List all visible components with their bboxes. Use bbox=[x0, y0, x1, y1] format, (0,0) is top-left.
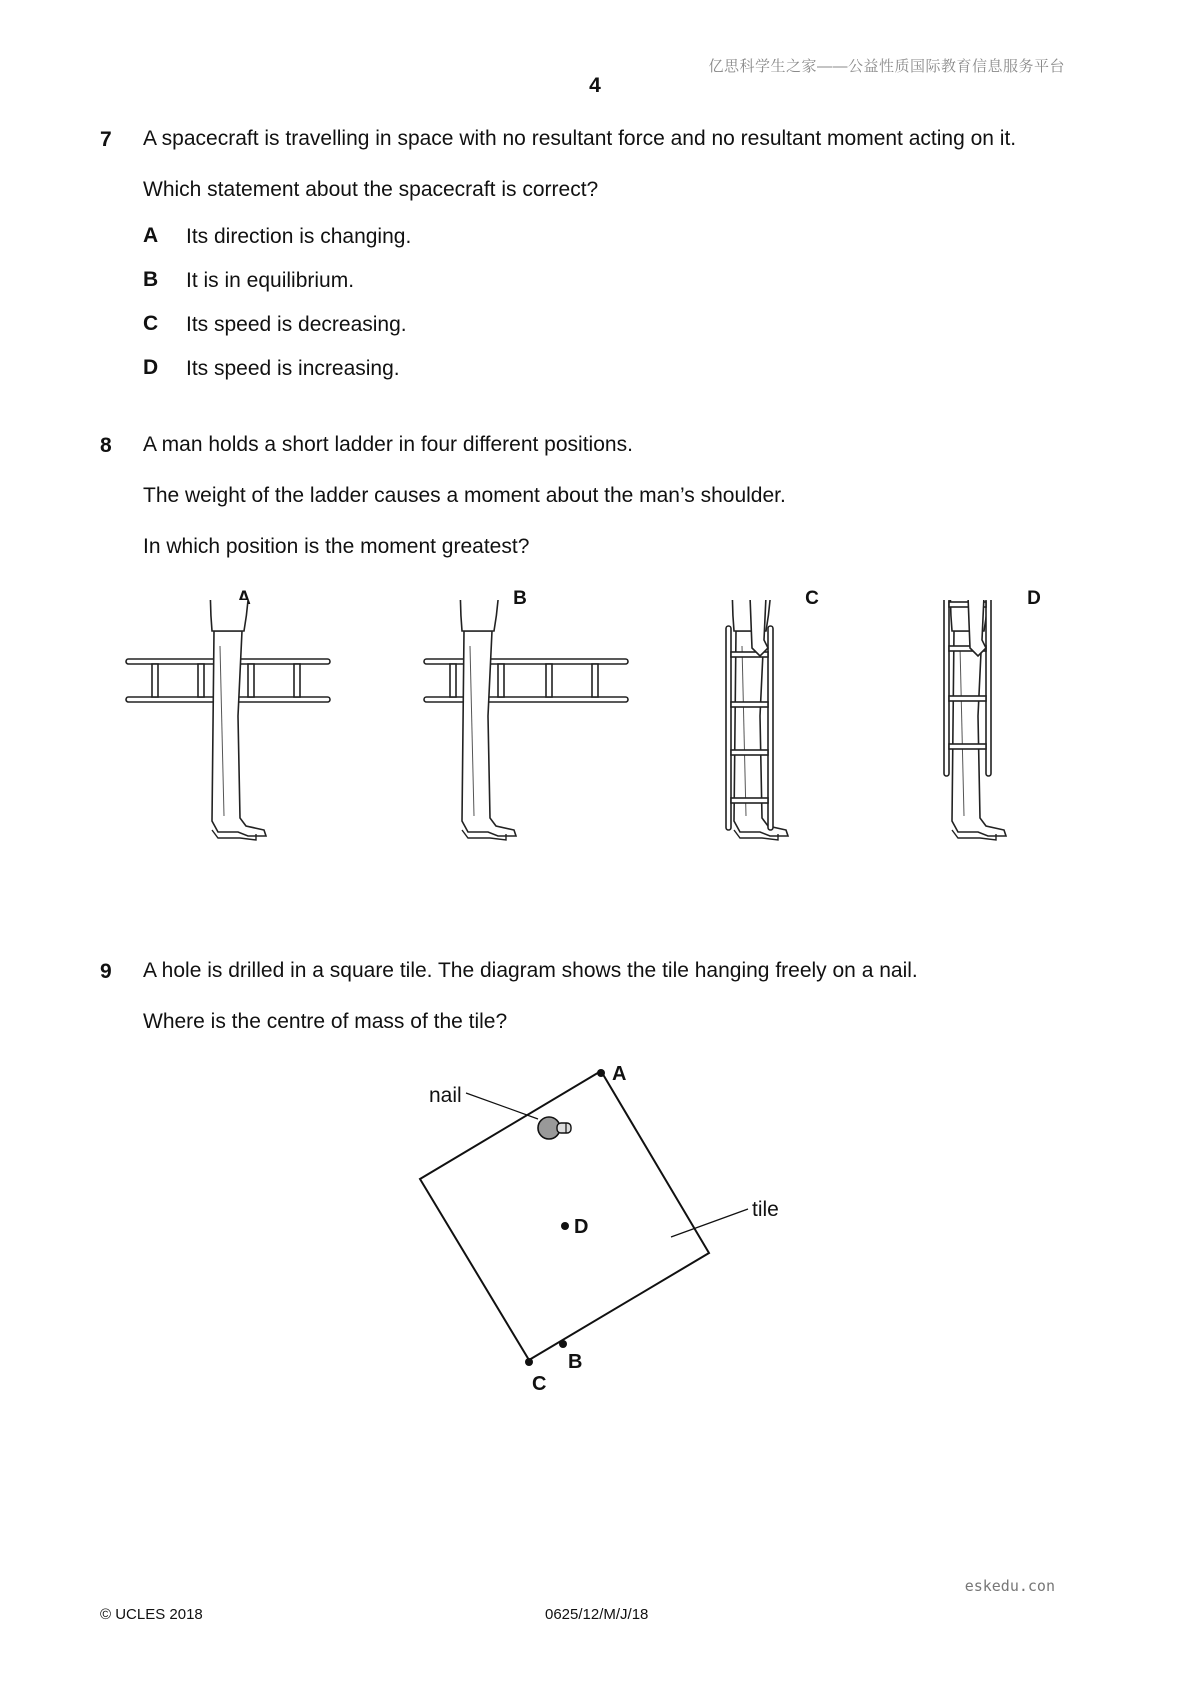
question-stem: A man holds a short ladder in four different positions. bbox=[143, 433, 633, 456]
question-prompt: Where is the centre of mass of the tile? bbox=[143, 1010, 508, 1033]
copyright: © UCLES 2018 bbox=[100, 1606, 203, 1623]
option-text: Its speed is decreasing. bbox=[186, 313, 407, 336]
page-number: 4 bbox=[589, 74, 601, 97]
figure-label: B bbox=[513, 588, 527, 609]
point-b-dot bbox=[559, 1340, 567, 1348]
point-c-dot bbox=[525, 1358, 533, 1366]
label-point-b: B bbox=[568, 1351, 583, 1373]
tile-outline bbox=[420, 1071, 709, 1360]
label-point-d: D bbox=[574, 1216, 589, 1238]
label-point-c: C bbox=[532, 1373, 547, 1395]
label-tile: tile bbox=[752, 1198, 779, 1221]
site-watermark: eskedu.con bbox=[964, 1577, 1055, 1595]
option-text: It is in equilibrium. bbox=[186, 269, 355, 292]
point-a-dot bbox=[597, 1069, 605, 1077]
option-letter: A bbox=[143, 224, 159, 247]
question-prompt: In which position is the moment greatest? bbox=[143, 535, 530, 558]
label-point-a: A bbox=[612, 1063, 627, 1085]
figure-label: D bbox=[1027, 588, 1041, 609]
point-d-dot bbox=[561, 1222, 569, 1230]
watermark-text: 亿思科学生之家——公益性质国际教育信息服务平台 bbox=[708, 58, 1065, 75]
question-stem: A hole is drilled in a square tile. The diagram shows the tile hanging freely on a nail. bbox=[143, 959, 918, 982]
paper-code: 0625/12/M/J/18 bbox=[545, 1606, 649, 1623]
figure-label: C bbox=[805, 588, 819, 609]
option-letter: B bbox=[143, 268, 159, 291]
option-letter: C bbox=[143, 312, 159, 335]
question-number: 9 bbox=[100, 960, 112, 983]
label-nail: nail bbox=[429, 1084, 462, 1107]
question-stem: A spacecraft is travelling in space with no resultant force and no resultant moment acting on it. bbox=[143, 127, 1017, 150]
option-text: Its speed is increasing. bbox=[186, 357, 400, 380]
figure-label: A bbox=[237, 588, 251, 609]
question-text: The weight of the ladder causes a moment about the man’s shoulder. bbox=[143, 484, 786, 507]
option-letter: D bbox=[143, 356, 159, 379]
nail-shank bbox=[557, 1123, 571, 1133]
question-number: 8 bbox=[100, 434, 112, 457]
option-text: Its direction is changing. bbox=[186, 225, 412, 248]
nail-leader-line bbox=[466, 1093, 538, 1119]
question-number: 7 bbox=[100, 128, 112, 151]
tile-leader-line bbox=[671, 1209, 748, 1237]
question-prompt: Which statement about the spacecraft is correct? bbox=[143, 178, 599, 201]
